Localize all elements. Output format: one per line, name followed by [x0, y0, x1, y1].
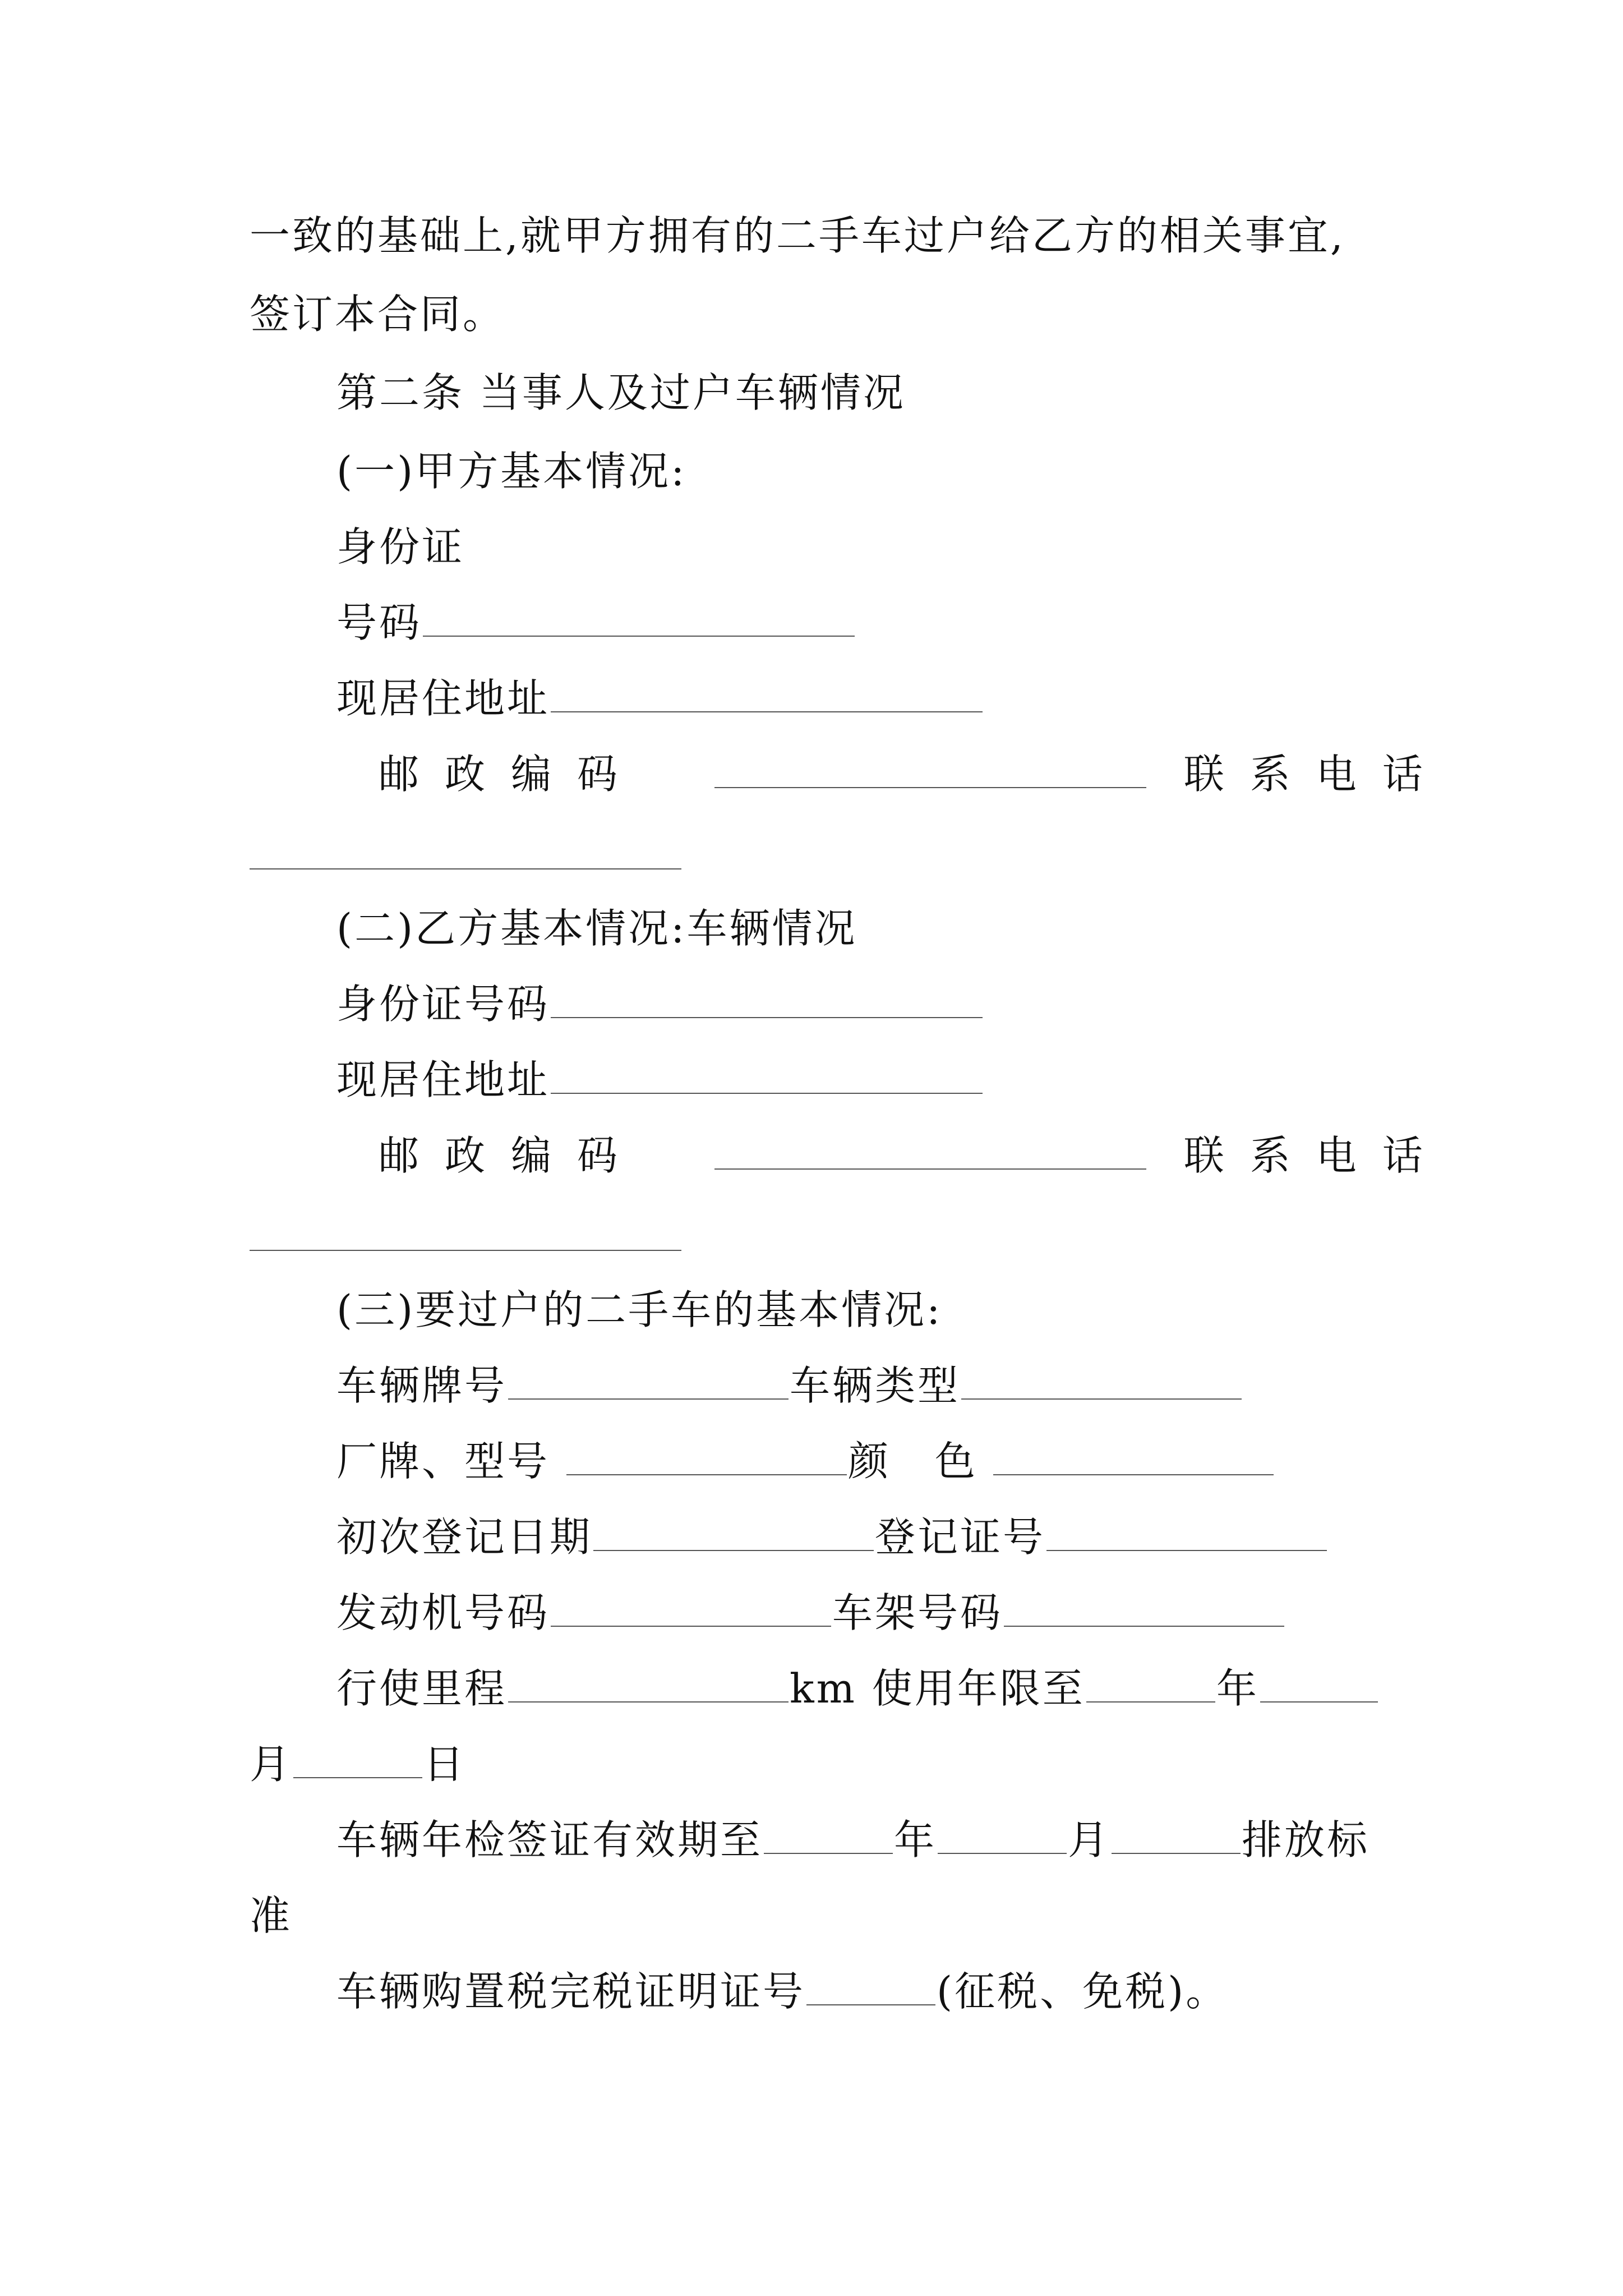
field-label [336, 522, 464, 572]
field-label: 邮政编码 [379, 1132, 644, 1179]
form-line [250, 1739, 466, 1789]
field-label: 车辆年检签证有效期至 [336, 1816, 763, 1864]
inspection-year-blank[interactable] [764, 1818, 893, 1854]
vin-blank[interactable] [1004, 1591, 1284, 1627]
form-line [336, 1436, 1275, 1487]
field-label: km 使用年限至 [790, 1665, 1085, 1712]
line-text: (一)甲方基本情况: [336, 448, 687, 495]
field-label: 车架号码 [832, 1589, 1003, 1636]
form-line [336, 1815, 1370, 1865]
postcode-blank[interactable] [714, 752, 1146, 788]
form-line [336, 1588, 1285, 1638]
field-label: 年 [894, 1816, 937, 1864]
form-line [379, 749, 1449, 799]
form-line [336, 597, 856, 648]
id-number-blank[interactable] [551, 982, 983, 1018]
field-label: 颜 色 [848, 1438, 992, 1485]
line-text: (二)乙方基本情况:车辆情况 [336, 905, 857, 952]
engine-number-blank[interactable] [551, 1591, 831, 1627]
field-label: 月 [1068, 1816, 1111, 1864]
paragraph-line [250, 289, 505, 339]
registration-cert-blank[interactable] [1046, 1515, 1327, 1551]
vehicle-type-blank[interactable] [961, 1364, 1242, 1400]
first-registration-date-blank[interactable] [593, 1515, 874, 1551]
form-line [379, 1130, 1449, 1181]
form-line [336, 1663, 1379, 1714]
section-heading-vehicle [336, 1285, 942, 1335]
field-label: 厂牌、型号 [336, 1438, 550, 1485]
field-label: 发动机号码 [336, 1589, 550, 1636]
field-label: 排放标 [1242, 1816, 1370, 1864]
line-text: (三)要过户的二手车的基本情况: [336, 1286, 943, 1333]
field-label: 号码 [336, 599, 422, 646]
field-label: 车辆牌号 [336, 1362, 508, 1409]
field-label: 年 [1216, 1665, 1259, 1712]
form-line [336, 979, 984, 1029]
field-label: 日 [423, 1741, 467, 1788]
address-blank[interactable] [551, 1058, 983, 1094]
line-text: 准 [250, 1892, 293, 1939]
day-blank[interactable] [293, 1742, 422, 1778]
line-text: 第二条 当事人及过户车辆情况 [336, 369, 906, 416]
line-text: 身份证 [336, 523, 465, 570]
field-label: 行使里程 [336, 1665, 508, 1712]
line-text: 一致的基础上,就甲方拥有的二手车过户给乙方的相关事宜, [250, 212, 1345, 259]
field-label: 初次登记日期 [336, 1513, 593, 1561]
inspection-day-blank[interactable] [1112, 1818, 1241, 1854]
field-label: (征税、免税)。 [937, 1968, 1229, 2015]
address-blank[interactable] [551, 677, 983, 712]
field-label: 现居住地址 [336, 675, 550, 722]
field-label: 车辆类型 [790, 1362, 961, 1409]
field-label: 联系电话 [1183, 1132, 1449, 1179]
form-line [336, 1360, 1243, 1411]
postcode-blank[interactable] [714, 1134, 1146, 1170]
field-label: 身份证号码 [336, 981, 550, 1028]
inspection-month-blank[interactable] [938, 1818, 1067, 1854]
section-heading-party-b [336, 903, 857, 954]
phone-blank[interactable] [250, 1250, 681, 1251]
id-number-blank[interactable] [423, 601, 855, 637]
form-line [336, 1055, 984, 1105]
field-label: 登记证号 [875, 1513, 1046, 1561]
form-line [336, 673, 984, 724]
paragraph-line [250, 1890, 292, 1941]
month-blank[interactable] [1260, 1667, 1378, 1703]
plate-number-blank[interactable] [508, 1364, 789, 1400]
article-heading [336, 367, 906, 418]
section-heading-party-a [336, 446, 686, 496]
color-blank[interactable] [993, 1439, 1274, 1475]
field-label: 邮政编码 [379, 751, 644, 798]
paragraph-line [250, 210, 1345, 261]
line-text: 签订本合同。 [250, 291, 506, 338]
phone-blank[interactable] [250, 868, 681, 869]
mileage-blank[interactable] [508, 1667, 789, 1703]
year-blank[interactable] [1086, 1667, 1215, 1703]
field-label: 现居住地址 [336, 1056, 550, 1103]
form-line [336, 1512, 1328, 1562]
purchase-tax-cert-blank[interactable] [806, 1970, 935, 2005]
brand-model-blank[interactable] [566, 1439, 847, 1475]
field-label: 车辆购置税完税证明证号 [336, 1968, 806, 2015]
field-label: 联系电话 [1183, 751, 1449, 798]
field-label: 月 [250, 1741, 293, 1788]
form-line [336, 1966, 1228, 2017]
